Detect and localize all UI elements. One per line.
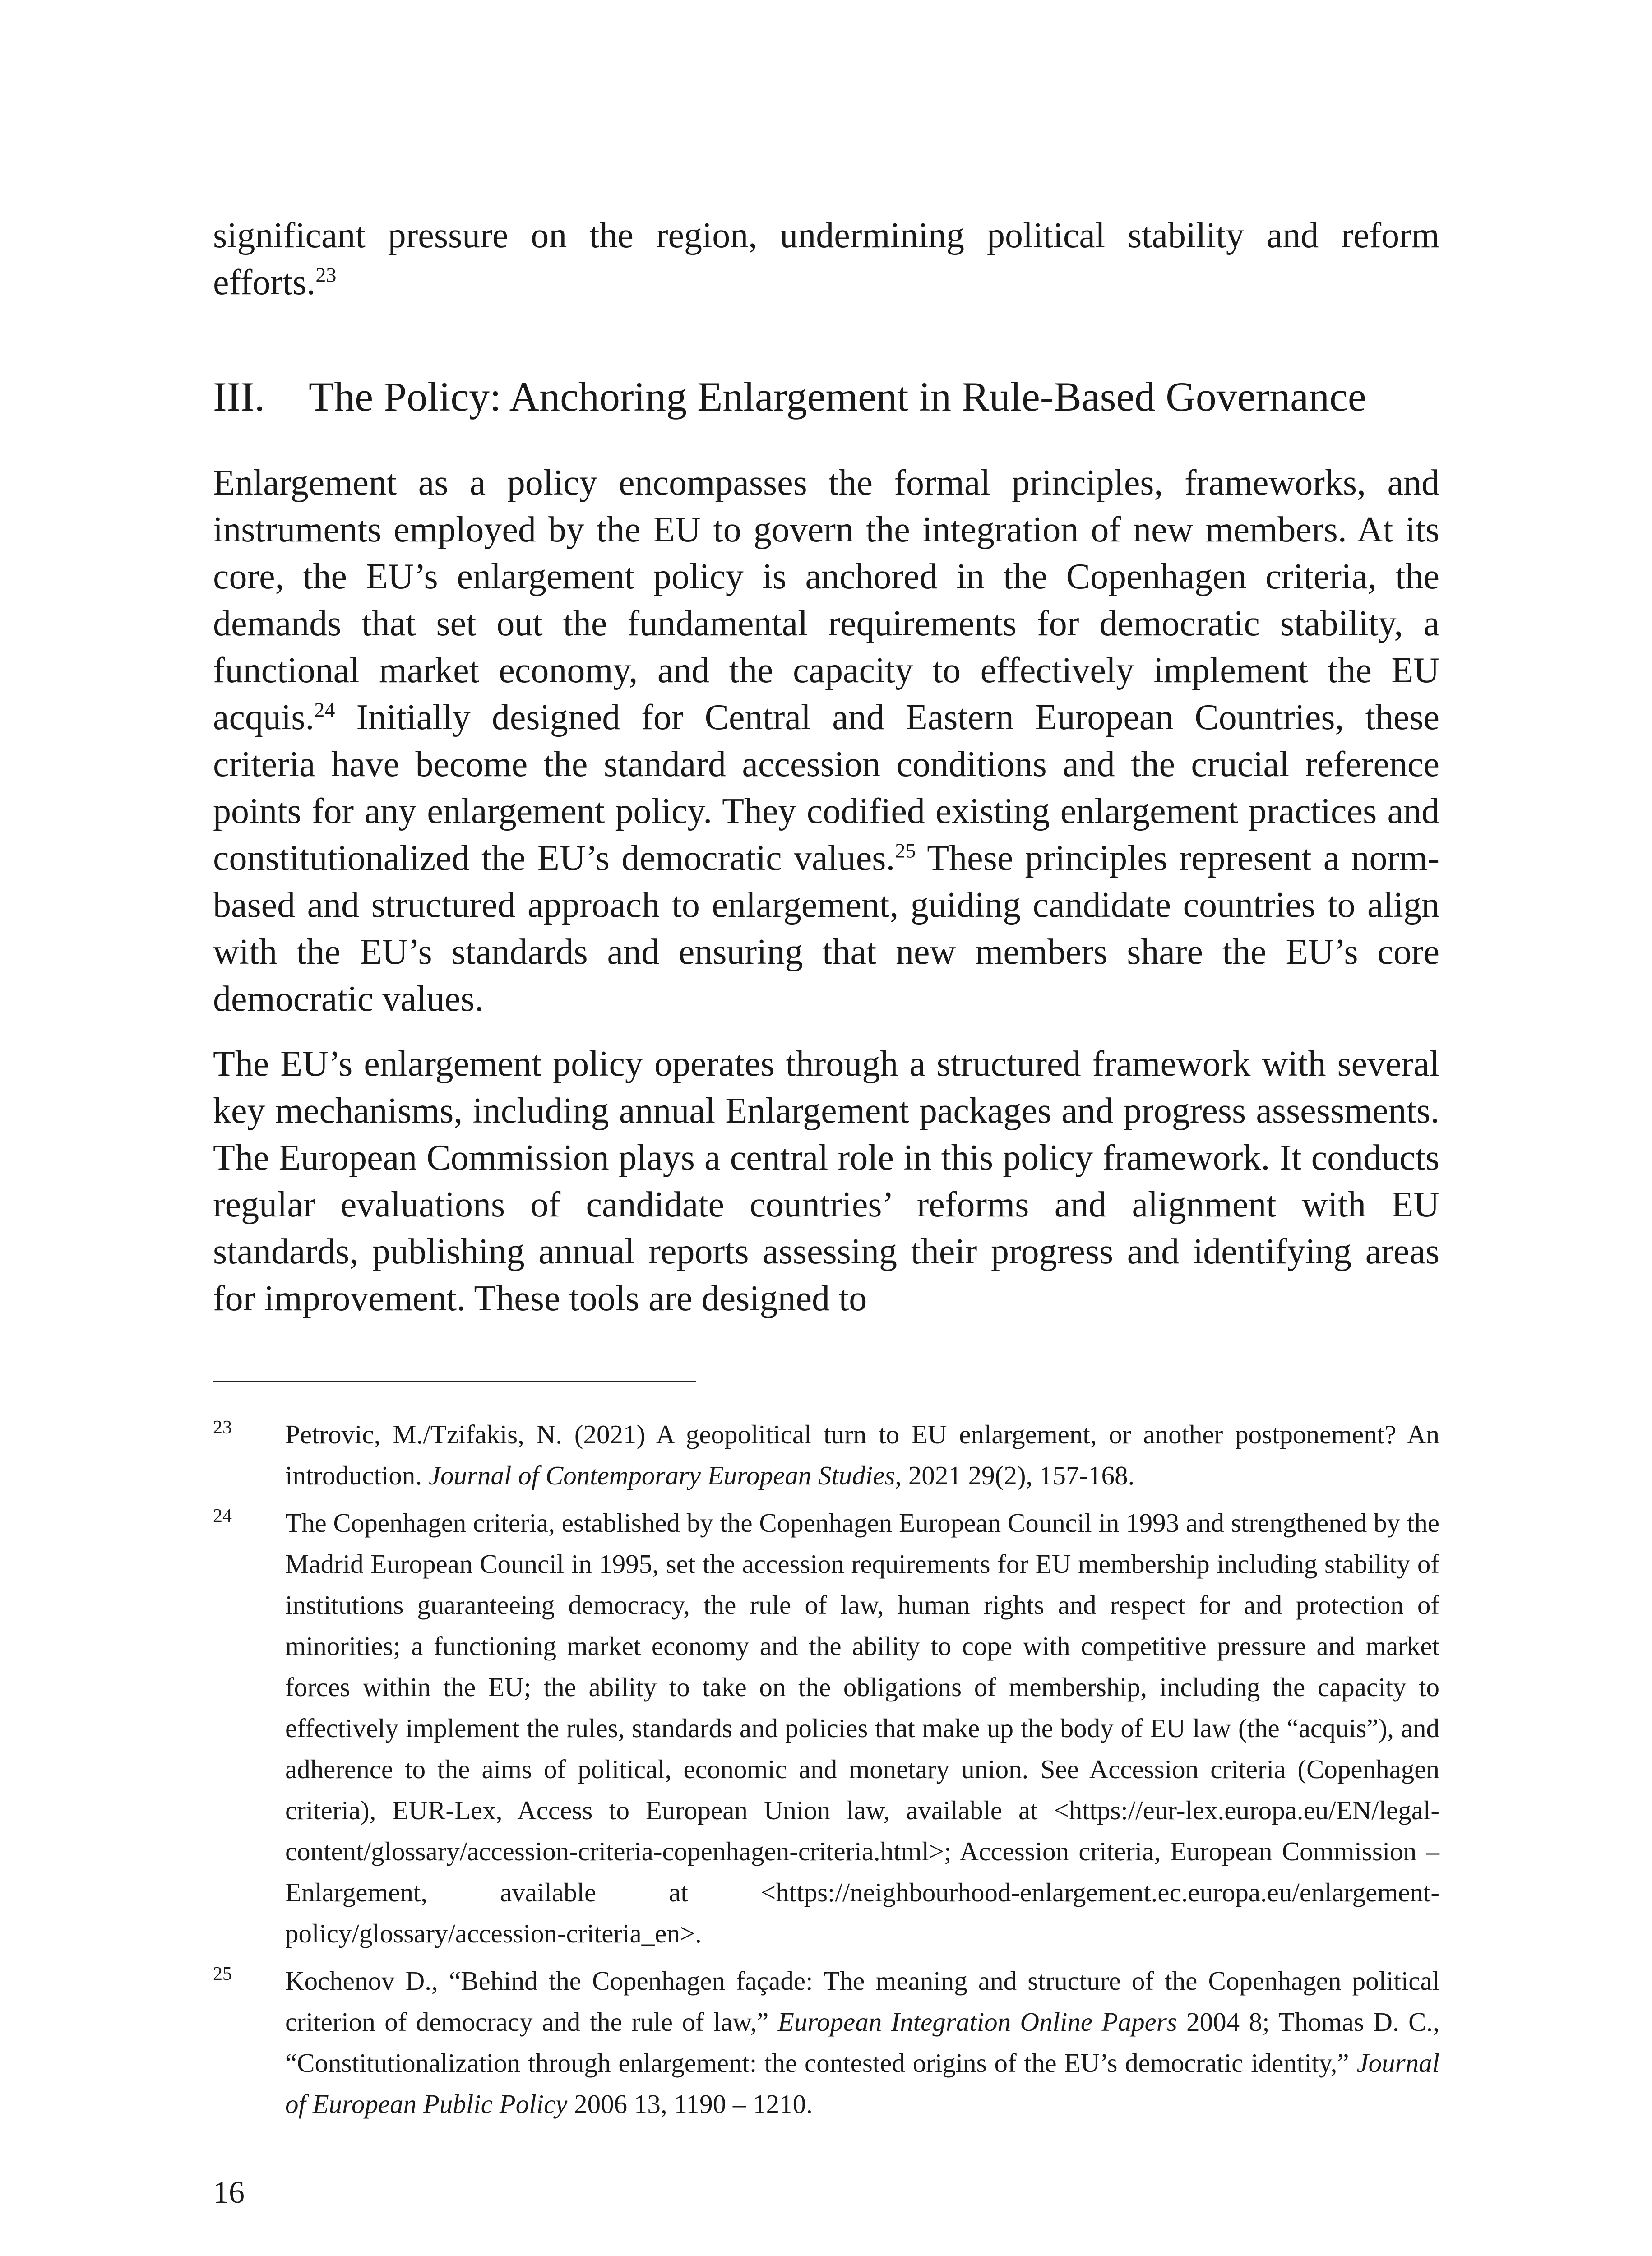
footnote-23 [213,1414,1439,1496]
paragraph-1-part-2: Initially designed for Central and Eastern European Countries, these criteria have become the standard accession conditions and the crucial reference points for any enlargement policy. They codified existing enlargement practices and constitutionalized the EU’s democratic values. [213,698,1439,878]
section-title: The Policy: Anchoring Enlargement in Rule-Based Governance [309,374,1366,420]
journal-title: Journal of Contemporary European Studies [428,1461,895,1490]
footnote-24 [213,1502,1439,1954]
footnote-25 [213,1960,1439,2125]
footnote-number: 24 [213,1506,232,1526]
footnote-text: The Copenhagen criteria, established by the Copenhagen European Council in 1993 and strengthened by the Madrid European Council in 1995, set the accession requirements for EU membership including stability of institutions guaranteeing democracy, the rule of law, human rights and respect for and protection of minorities; a functioning market economy and the ability to cope with competitive pressure and market forces within the EU; the ability to take on the obligations of membership, including the capacity to effectively implement the rules, standards and policies that make up the body of EU law (the “acquis”), and adherence to the aims of political, economic and monetary union. See Accession criteria (Copenhagen criteria), EUR-Lex, Access to European Union law, available at <https://eur-lex.europa.eu/EN/legal-content/glossary/accession-criteria-copenhagen-criteria.html>; Accession criteria, European Commission – Enlargement, available at <https://neighbourhood-enlargement.ec.europa.eu/enlargement-policy/glossary/accession-criteria_en>. [285,1508,1439,1948]
footnote-text [285,1414,1439,1496]
continuation-text: significant pressure on the region, undermining political stability and reform efforts. [213,216,1439,302]
footnote-reference-24[interactable]: 24 [314,698,335,721]
footnote-reference-25[interactable]: 25 [895,839,916,862]
footnote-text-segment: , 2021 29(2), 157-168. [895,1461,1135,1490]
footnote-text-segment: Kochenov D., “Behind the Copenhagen façade: The meaning and structure of the Copenhagen political criterion of democracy and the rule of law,” [285,1966,1439,2037]
body-paragraph-2 [213,1040,1439,1322]
page-content [213,212,1439,2131]
paragraph-2-text: The EU’s enlargement policy operates through a structured framework with several key mechanisms, including annual Enlargement packages and progress assessments. The European Commission plays a central role in this policy framework. It conducts regular evaluations of candidate countries’ reforms and alignment with EU standards, publishing annual reports assessing their progress and identifying areas for improvement. These tools are designed to [213,1044,1439,1318]
section-number: III. [213,374,265,420]
footnote-number: 25 [213,1964,232,1984]
continuation-paragraph [213,212,1439,306]
body-paragraph-1 [213,459,1439,1022]
footnote-text-segment: 2004 8; Thomas D. C., “Constitutionalization through enlargement: the contested origins of the EU’s democratic identity,” [285,2007,1439,2078]
footnote-divider [213,1381,696,1382]
footnote-text [285,1960,1439,2125]
footnote-number: 23 [213,1417,232,1438]
section-heading [213,372,1439,421]
footnote-text-segment: Petrovic, M./Tzifakis, N. (2021) A geopolitical turn to EU enlargement, or another postponement? An introduction. [285,1419,1439,1490]
footnote-text-segment: 2006 13, 1190 – 1210. [567,2089,813,2119]
paragraph-1-part-3: These principles represent a norm-based and structured approach to enlargement, guiding candidate countries to align with the EU’s standards and ensuring that new members share the EU’s core democratic values. [213,838,1440,1019]
journal-title: Journal of European Public Policy [285,2048,1439,2119]
page-number: 16 [213,2175,245,2210]
footnote-reference-23[interactable]: 23 [315,263,337,287]
paragraph-1-part-1: Enlargement as a policy encompasses the formal principles, frameworks, and instruments employed by the EU to govern the integration of new members. At its core, the EU’s enlargement policy is anchored in the Copenhagen criteria, the demands that set out the fundamental requirements for democratic stability, a functional market economy, and the capacity to effectively implement the EU acquis. [213,463,1439,737]
journal-title: European Integration Online Papers [777,2007,1177,2037]
